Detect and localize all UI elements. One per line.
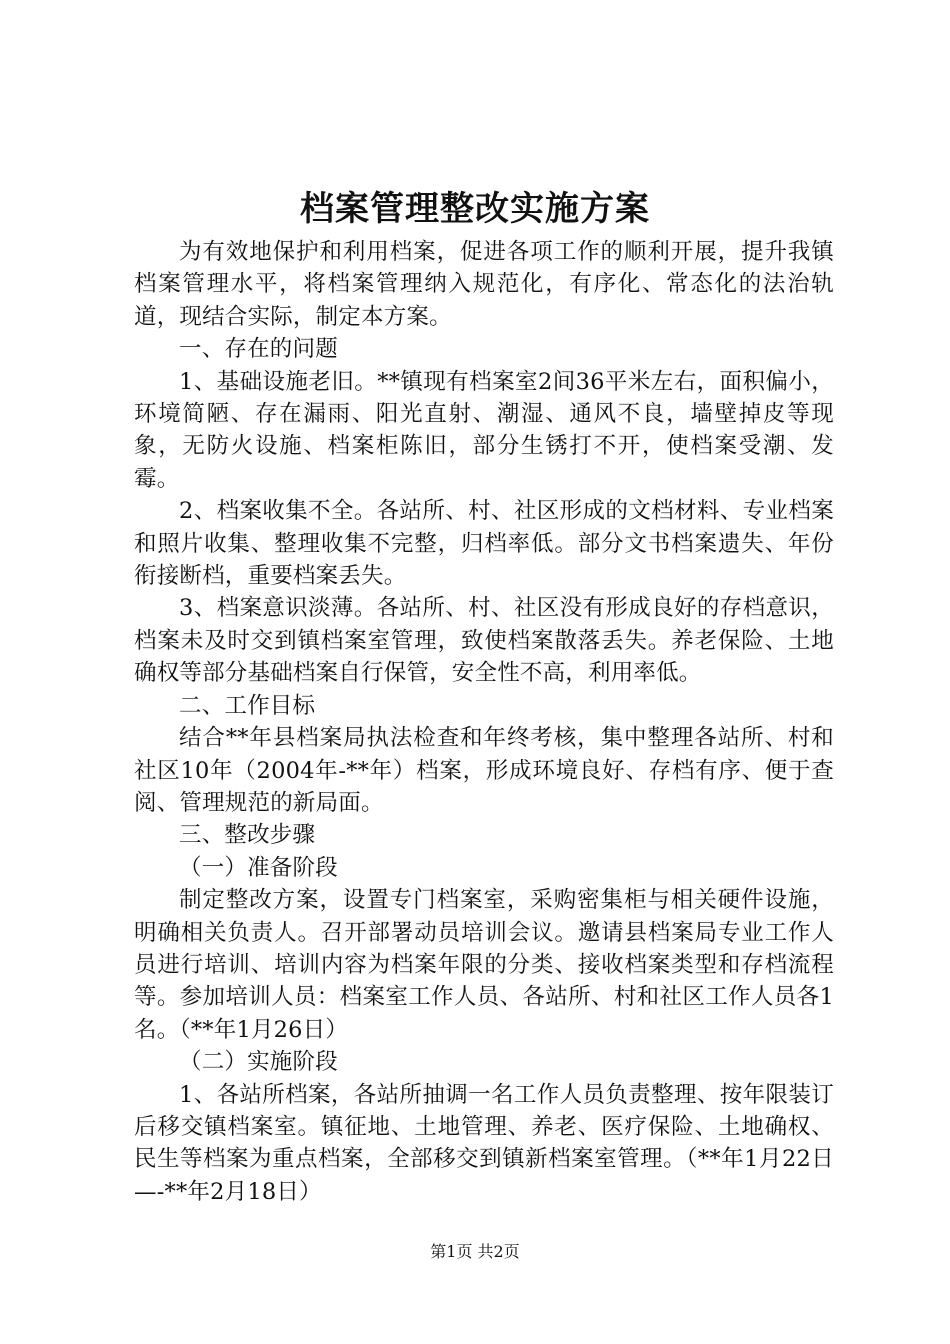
implementation-item-1: 1、各站所档案，各站所抽调一名工作人员负责整理、按年限装订后移交镇档案室。镇征地、土地管理、养老、医疗保险、土地确权、民生等档案为重点档案，全部移交到镇新档案室管理。（**年1月22日—-**年2月18日） bbox=[134, 1081, 834, 1205]
problem-item-2: 2、档案收集不全。各站所、村、社区形成的文档材料、专业档案和照片收集、整理收集不完整，归档率低。部分文书档案遗失、年份衔接断档，重要档案丢失。 bbox=[134, 498, 834, 590]
intro-paragraph: 为有效地保护和利用档案，促进各项工作的顺利开展，提升我镇档案管理水平，将档案管理纳入规范化，有序化、常态化的法治轨道，现结合实际，制定本方案。 bbox=[134, 239, 834, 330]
subsection-heading-preparation: （一）准备阶段 bbox=[179, 854, 338, 881]
goals-paragraph: 结合**年县档案局执法检查和年终考核，集中整理各站所、村和社区10年（2004年-**年）档案，形成环境良好、存档有序、便于查阅、管理规范的新局面。 bbox=[134, 725, 834, 816]
subsection-heading-implementation: （二）实施阶段 bbox=[179, 1049, 338, 1076]
section-heading-problems: 一、存在的问题 bbox=[179, 336, 338, 363]
document-body bbox=[134, 236, 834, 1208]
document-title: 档案管理整改实施方案 bbox=[300, 189, 650, 229]
problem-item-1: 1、基础设施老旧。**镇现有档案室2间36平米左右，面积偏小，环境简陋、存在漏雨、阳光直射、潮湿、通风不良，墙壁掉皮等现象，无防火设施、档案柜陈旧，部分生锈打不开，使档案受潮、发霉。 bbox=[134, 368, 834, 492]
section-heading-steps: 三、整改步骤 bbox=[179, 822, 316, 849]
page-footer: 第1页 共2页 bbox=[430, 1242, 520, 1261]
problem-item-3: 3、档案意识淡薄。各站所、村、社区没有形成良好的存档意识，档案未及时交到镇档案室管理，致使档案散落丢失。养老保险、土地确权等部分基础档案自行保管，安全性不高，利用率低。 bbox=[134, 595, 834, 687]
section-heading-goals: 二、工作目标 bbox=[179, 692, 316, 719]
preparation-paragraph: 制定整改方案，设置专门档案室，采购密集柜与相关硬件设施，明确相关负责人。召开部署动员培训会议。邀请县档案局专业工作人员进行培训、培训内容为档案年限的分类、接收档案类型和存档流程等。参加培训人员：档案室工作人员、各站所、村和社区工作人员各1名。（**年1月26日） bbox=[134, 887, 834, 1043]
